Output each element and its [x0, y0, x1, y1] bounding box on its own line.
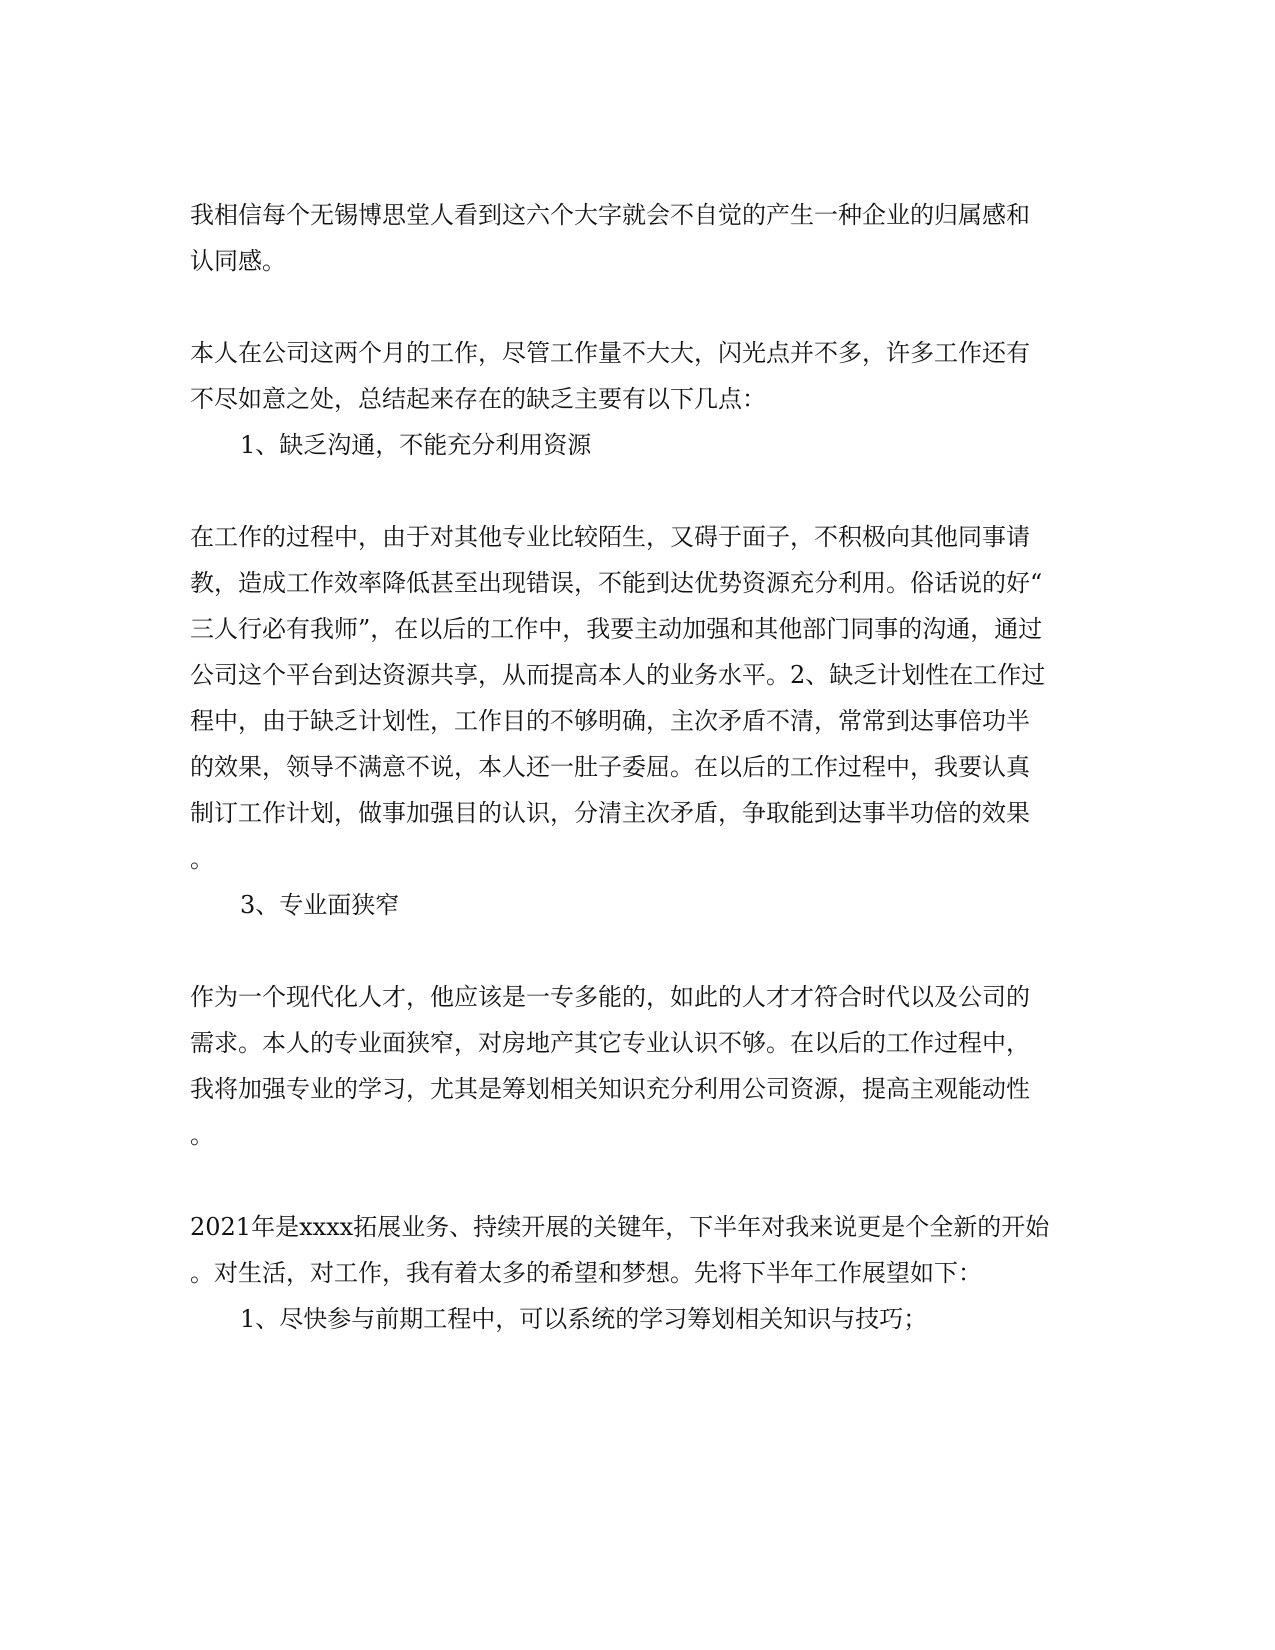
paragraph-line: 程中，由于缺乏计划性，工作目的不够明确，主次矛盾不清，常常到达事倍功半: [190, 707, 1030, 735]
paragraph-line: 公司这个平台到达资源共享，从而提高本人的业务水平。2、缺乏计划性在工作过: [190, 661, 1046, 689]
paragraph-line: 。对生活，对工作，我有着太多的希望和梦想。先将下半年工作展望如下：: [190, 1259, 982, 1287]
list-item-heading: 3、专业面狭窄: [240, 891, 400, 919]
paragraph-line: 认同感。: [190, 247, 286, 275]
paragraph-line: 。: [190, 845, 214, 873]
list-item: 1、尽快参与前期工程中，可以系统的学习筹划相关知识与技巧；: [240, 1305, 928, 1333]
paragraph-line: 教，造成工作效率降低甚至出现错误，不能到达优势资源充分利用。俗话说的好“: [190, 569, 1043, 597]
paragraph-line: 三人行必有我师”，在以后的工作中，我要主动加强和其他部门同事的沟通，通过: [190, 615, 1043, 643]
paragraph-line: 的效果，领导不满意不说，本人还一肚子委屈。在以后的工作过程中，我要认真: [190, 753, 1030, 781]
paragraph-line: 需求。本人的专业面狭窄，对房地产其它专业认识不够。在以后的工作过程中，: [190, 1029, 1030, 1057]
paragraph-line: 。: [190, 1121, 214, 1149]
paragraph-line: 不尽如意之处，总结起来存在的缺乏主要有以下几点：: [190, 385, 766, 413]
paragraph-line: 制订工作计划，做事加强目的认识，分清主次矛盾，争取能到达事半功倍的效果: [190, 799, 1030, 827]
paragraph-line: 作为一个现代化人才，他应该是一专多能的，如此的人才才符合时代以及公司的: [190, 983, 1030, 1011]
paragraph-line: 在工作的过程中，由于对其他专业比较陌生，又碍于面子，不积极向其他同事请: [190, 523, 1030, 551]
paragraph-line: 我将加强专业的学习，尤其是筹划相关知识充分利用公司资源，提高主观能动性: [190, 1075, 1030, 1103]
list-item-heading: 1、缺乏沟通，不能充分利用资源: [240, 431, 592, 459]
paragraph-line: 本人在公司这两个月的工作，尽管工作量不大大，闪光点并不多，许多工作还有: [190, 339, 1030, 367]
paragraph-line: 2021年是xxxx拓展业务、持续开展的关键年，下半年对我来说更是个全新的开始: [190, 1213, 1050, 1241]
paragraph-line: 我相信每个无锡博思堂人看到这六个大字就会不自觉的产生一种企业的归属感和: [190, 201, 1030, 229]
